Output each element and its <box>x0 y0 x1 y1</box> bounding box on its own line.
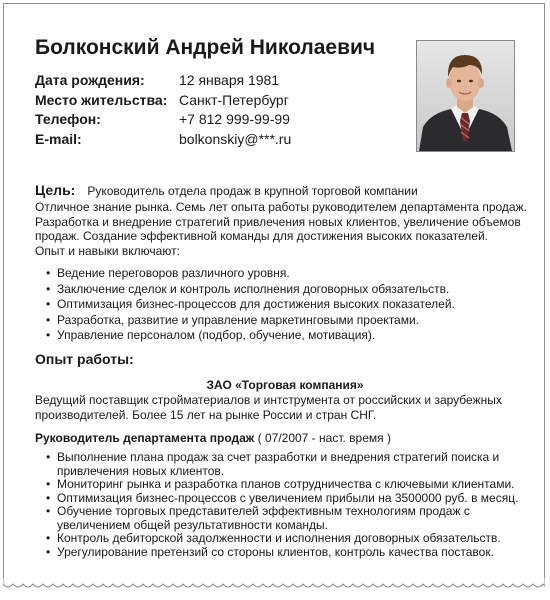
info-value-phone: +7 812 999-99-99 <box>179 111 290 127</box>
summary-block <box>35 200 535 258</box>
candidate-name: Болконский Андрей Николаевич <box>35 36 376 59</box>
list-item: • Ведение переговоров различного уровня. <box>46 266 536 282</box>
torn-edge <box>3 578 545 592</box>
list-item: • Разработка, развитие и управление маркетинговыми проектами. <box>46 313 536 329</box>
list-item: • Управление персоналом (подбор, обучение, мотивация). <box>46 328 536 344</box>
position-period: ( 07/2007 - наст. время ) <box>257 431 391 445</box>
info-label-email: E-mail: <box>35 130 82 147</box>
skills-list <box>46 266 536 344</box>
duties-list <box>46 451 538 559</box>
list-item: • Оптимизация бизнес-процессов с увеличением прибыли на 3500000 руб. в месяц. <box>46 492 538 506</box>
list-item: • Выполнение плана продаж за счет разработки и внедрения стратегий поиска и привлечения новых клиентов. <box>46 451 538 478</box>
info-label-phone: Телефон: <box>35 111 101 127</box>
skills-intro: Опыт и навыки включают: <box>35 243 180 258</box>
goal-text: Руководитель отдела продаж в крупной торговой компании <box>87 184 418 198</box>
list-item: • Мониторинг рынка и разработка планов сотрудничества с ключевыми клиентами. <box>46 478 538 492</box>
list-item: • Оптимизация бизнес-процессов для достижения высоких показателей. <box>46 297 536 313</box>
list-item: • Обучение торговых представителей эффективным технологиям продаж с увеличением общей результативности команды. <box>46 505 538 532</box>
position-line <box>35 431 391 445</box>
experience-heading: Опыт работы: <box>35 351 134 367</box>
goal-heading: Цель: <box>35 182 76 198</box>
list-item: • Заключение сделок и контроль исполнения договорных обязательств. <box>46 282 536 298</box>
info-label-birthdate: Дата рождения: <box>35 72 145 88</box>
info-row <box>35 131 291 151</box>
info-value-email: bolkonskiy@***.ru <box>179 130 292 147</box>
list-item: • Контроль дебиторской задолженности и исполнения договорных обязательств. <box>46 532 538 546</box>
info-label-residence: Место жительства: <box>35 91 168 108</box>
candidate-photo <box>416 40 515 152</box>
portrait-illustration <box>417 41 514 151</box>
company-description: Ведущий поставщик стройматериалов и интструмента от российских и зарубежных производителей. Более 15 лет на рынке России и стран СНГ. <box>35 393 502 422</box>
summary-text: Отличное знание рынка. Семь лет опыта работы руководителем департамента продаж. Разработка и внедрение стратегий привлечения новых клиентов, увеличение объемов продаж. Создание эффективной команды для достижения высоких показателей. <box>35 200 527 243</box>
info-row <box>35 72 291 92</box>
info-row <box>35 92 291 112</box>
info-value-birthdate: 12 января 1981 <box>179 72 280 88</box>
company-name: ЗАО «Торговая компания» <box>206 378 364 392</box>
resume-sheet <box>3 3 545 581</box>
goal-line <box>35 182 418 198</box>
info-row <box>35 111 291 131</box>
info-value-residence: Санкт-Петербург <box>179 91 289 108</box>
list-item: • Урегулирование претензий со стороны клиентов, контроль качества поставок. <box>46 546 538 560</box>
personal-info <box>35 72 291 150</box>
position-title: Руководитель департамента продаж <box>35 431 255 445</box>
